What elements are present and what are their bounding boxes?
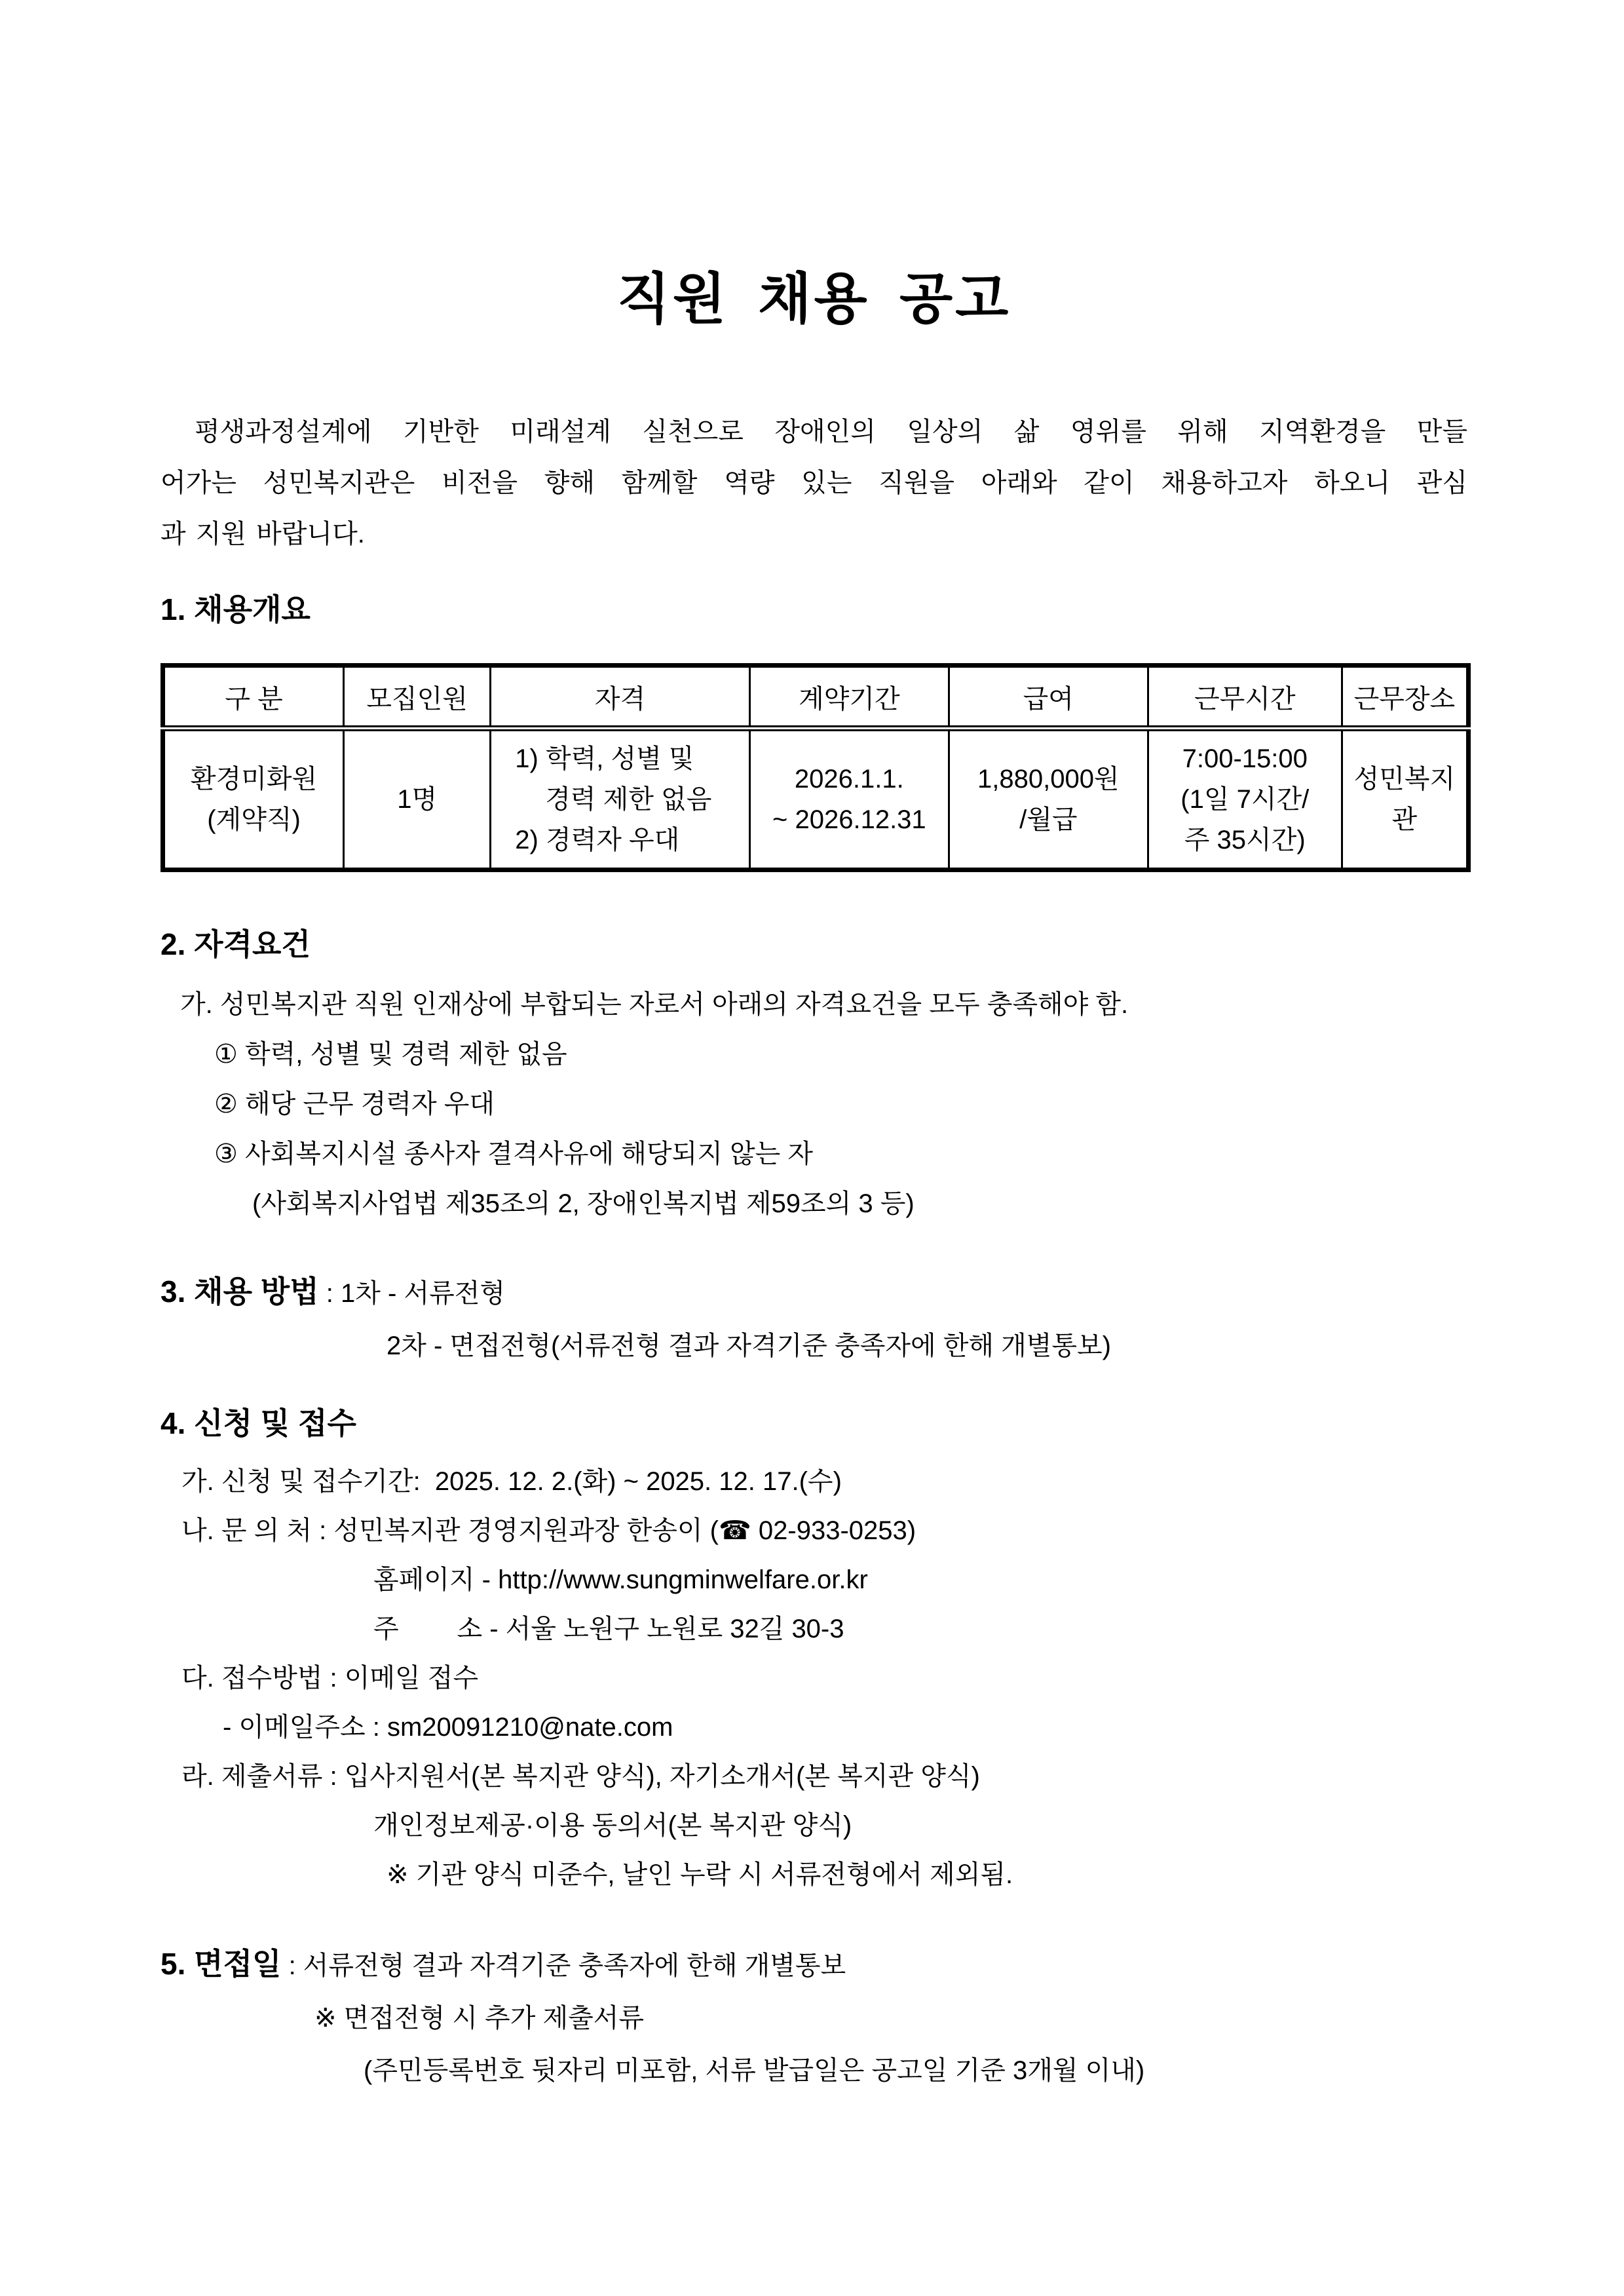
section2-heading: 2. 자격요건 xyxy=(161,927,311,961)
hours-line-1: 7:00-15:00 xyxy=(1182,744,1308,773)
cell-qualification xyxy=(491,729,750,870)
qualification-line-3: 2) 경력자 우대 xyxy=(515,826,680,854)
document-content xyxy=(161,0,1467,2097)
section4-item-ga: 가. 신청 및 접수기간: 2025. 12. 2.(화) ~ 2025. 12. 17.(수) xyxy=(181,1467,842,1496)
salary-line-1: 1,880,000원 xyxy=(977,765,1120,794)
section5-note-1: ※ 면접전형 시 추가 제출서류 xyxy=(314,2004,645,2033)
section4-item-ra: 라. 제출서류 : 입사지원서(본 복지관 양식), 자기소개서(본 복지관 양식) xyxy=(181,1762,980,1791)
document-title: 직원 채용 공고 xyxy=(616,268,1011,330)
section2 xyxy=(161,927,1467,1229)
cell-hours xyxy=(1148,729,1342,870)
section4-heading: 4. 신청 및 접수 xyxy=(161,1406,356,1440)
section2-item-ga: 가. 성민복지관 직원 인재상에 부합되는 자로서 아래의 자격요건을 모두 충족해야 함. xyxy=(180,990,1129,1019)
section5-first-line-rest: : 서류전형 결과 자격기준 충족자에 한해 개별통보 xyxy=(281,1951,846,1980)
intro-line-1: 평생과정설계에 기반한 미래설계 실천으로 장애인의 일상의 삶 영위를 위해 지역환경을 만들 xyxy=(195,417,1467,446)
intro-line-2: 어가는 성민복지관은 비전을 향해 함께할 역량 있는 직원을 아래와 같이 채용하고자 하오니 관심 xyxy=(161,469,1467,497)
col-header-location: 근무장소 xyxy=(1342,666,1468,729)
section5-heading: 5. 면접일 xyxy=(161,1947,282,1981)
col-header-salary: 급여 xyxy=(949,666,1148,729)
section4-email-line: - 이메일주소 : sm20091210@nate.com xyxy=(223,1713,673,1742)
section3-first-line-rest: : 1차 - 서류전형 xyxy=(318,1279,506,1308)
qualification-line-2: 경력 제한 없음 xyxy=(545,785,712,814)
section4-docs-line-2: 개인정보제공·이용 동의서(본 복지관 양식) xyxy=(373,1811,852,1840)
cell-headcount: 1명 xyxy=(344,729,491,870)
qualification-line-1: 1) 학력, 성별 및 xyxy=(515,744,694,773)
period-line-2: ~ 2026.12.31 xyxy=(772,805,926,834)
section2-item-1: ① 학력, 성별 및 경력 제한 없음 xyxy=(214,1040,567,1069)
section4-item-na: 나. 문 의 처 : 성민복지관 경영지원과장 한송이 (☎ 02-933-0253) xyxy=(181,1516,916,1545)
section2-law-note: (사회복지사업법 제35조의 2, 장애인복지법 제59조의 3 등) xyxy=(252,1189,915,1218)
table-header-row xyxy=(163,666,1469,729)
intro-paragraph xyxy=(161,406,1467,560)
intro-line-3: 과 지원 바랍니다. xyxy=(161,520,365,548)
category-line-2: (계약직) xyxy=(207,805,301,834)
col-header-headcount: 모집인원 xyxy=(344,666,491,729)
section2-item-3: ③ 사회복지시설 종사자 결격사유에 해당되지 않는 자 xyxy=(214,1139,813,1168)
col-header-category: 구 분 xyxy=(163,666,344,729)
hours-line-2: (1일 7시간/ xyxy=(1180,785,1310,814)
col-header-qualification: 자격 xyxy=(491,666,750,729)
section5-note-2: (주민등록번호 뒷자리 미포함, 서류 발급일은 공고일 기준 3개월 이내) xyxy=(364,2056,1145,2085)
period-line-1: 2026.1.1. xyxy=(794,765,904,794)
section3-line-2: 2차 - 면접전형(서류전형 결과 자격기준 충족자에 한해 개별통보) xyxy=(387,1331,1111,1360)
cell-category xyxy=(163,729,344,870)
cell-period xyxy=(749,729,949,870)
salary-line-2: /월급 xyxy=(1019,805,1078,834)
recruitment-overview-table xyxy=(161,663,1471,872)
section5-line-1 xyxy=(161,1938,1467,1992)
section4 xyxy=(161,1406,1467,1900)
cell-salary xyxy=(949,729,1148,870)
section4-docs-note: ※ 기관 양식 미준수, 날인 누락 시 서류전형에서 제외됨. xyxy=(387,1860,1013,1889)
section4-address-line: 주 소 - 서울 노원구 노원로 32길 30-3 xyxy=(373,1615,844,1643)
col-header-period: 계약기간 xyxy=(749,666,949,729)
category-line-1: 환경미화원 xyxy=(190,765,318,794)
section3-line-1 xyxy=(161,1265,1467,1320)
hours-line-3: 주 35시간) xyxy=(1184,826,1306,854)
section1-heading: 1. 채용개요 xyxy=(161,592,311,626)
section5 xyxy=(161,1938,1467,2097)
section2-item-2: ② 해당 근무 경력자 우대 xyxy=(214,1090,495,1119)
col-header-hours: 근무시간 xyxy=(1148,666,1342,729)
section3 xyxy=(161,1265,1467,1372)
section3-heading: 3. 채용 방법 xyxy=(161,1274,319,1309)
table-row xyxy=(163,729,1469,870)
section4-homepage-line: 홈페이지 - http://www.sungminwelfare.or.kr xyxy=(373,1565,868,1594)
cell-location: 성민복지관 xyxy=(1342,729,1468,870)
section4-item-da: 다. 접수방법 : 이메일 접수 xyxy=(181,1664,479,1693)
